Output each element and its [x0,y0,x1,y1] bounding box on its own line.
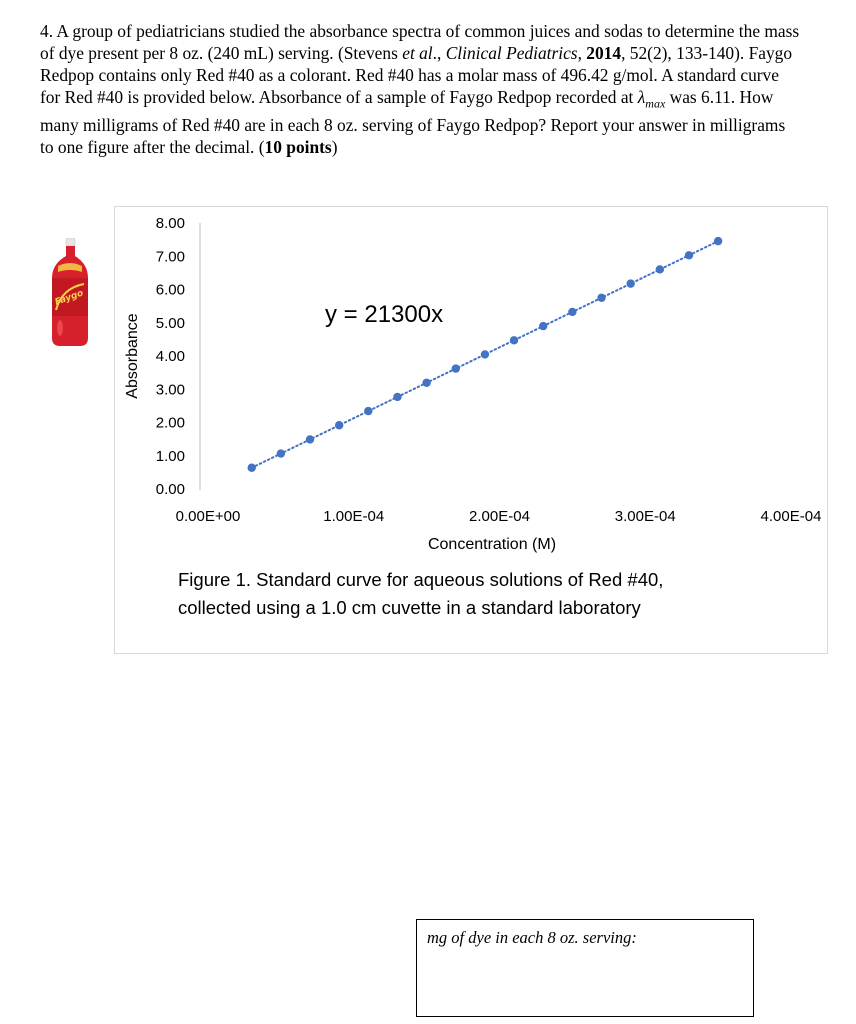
question-part: , [577,43,587,63]
data-point [714,237,722,245]
journal-year: 2014 [586,43,622,63]
y-tick-label: 0.00 [155,481,185,498]
data-points [248,237,723,472]
data-point [335,421,343,429]
data-point [277,449,285,457]
y-tick-label: 8.00 [155,215,185,232]
journal-name: Clinical Pediatrics [445,43,578,63]
data-point [597,294,605,302]
data-point [364,407,372,415]
question-part: 4. A group of pediatricians studied the absorbance spectra of common juices and sodas to determine the mass of dye present per 8 oz. (240 mL) serving. (Stevens [40,21,800,63]
question-part: was 6.11. How many milligrams of Red #40 are in each 8 oz. serving of Faygo Redpop? Report your answer in milligrams to one figure after the decimal. ( [40,87,786,158]
x-tick-labels [176,508,822,525]
answer-box[interactable] [416,919,754,1017]
x-tick-label: 2.00E-04 [469,508,530,525]
data-point [393,393,401,401]
y-tick-label: 1.00 [155,447,185,465]
caption-line-2: collected using a 1.0 cm cuvette in a standard laboratory [178,597,641,618]
figure-caption [178,566,798,622]
data-point [248,464,256,472]
x-tick-label: 3.00E-04 [614,508,676,525]
caption-line-1: Figure 1. Standard curve for aqueous solutions of Red #40, [178,569,664,590]
x-tick-label: 0.00E+00 [175,508,241,525]
y-tick-labels [156,215,185,498]
data-point [656,265,664,273]
question-part: , 52(2), 133-140). Faygo Redpop contains only Red #40 as a colorant. Red #40 has a molar mass of 496.42 g/mol. A standard curve for Red #40 is provided below. Absorbance of a sample of Faygo Redpop recorded at [40,43,793,107]
et-al: et al [402,43,433,63]
lambda-symbol: λ [637,87,646,107]
equation-label: y = 21300x [325,301,444,328]
data-point [685,251,693,259]
data-point [422,379,430,387]
data-point [452,364,460,372]
data-point [510,336,518,344]
y-tick-label: 4.00 [155,348,185,365]
y-axis-title: Absorbance [124,313,141,399]
data-point [568,308,576,316]
question-part: ., [432,43,446,63]
data-point [626,279,634,287]
y-tick-label: 6.00 [155,281,185,299]
svg-text:Faygo: Faygo [53,288,85,308]
answer-label: mg of dye in each 8 oz. serving: [427,928,637,947]
x-axis-title: Concentration (M) [427,536,557,553]
lambda-subscript: max [645,96,666,111]
question-part: ) [331,137,338,158]
points-value: 10 points [264,137,332,158]
y-tick-label: 5.00 [155,314,185,332]
x-tick-label: 1.00E-04 [323,508,385,525]
data-point [481,350,489,358]
y-tick-label: 2.00 [155,414,185,432]
y-tick-label: 7.00 [155,248,185,266]
y-tick-label: 3.00 [155,381,185,399]
data-point [539,322,547,330]
data-point [306,435,314,443]
x-tick-label: 4.00E-04 [760,508,822,525]
